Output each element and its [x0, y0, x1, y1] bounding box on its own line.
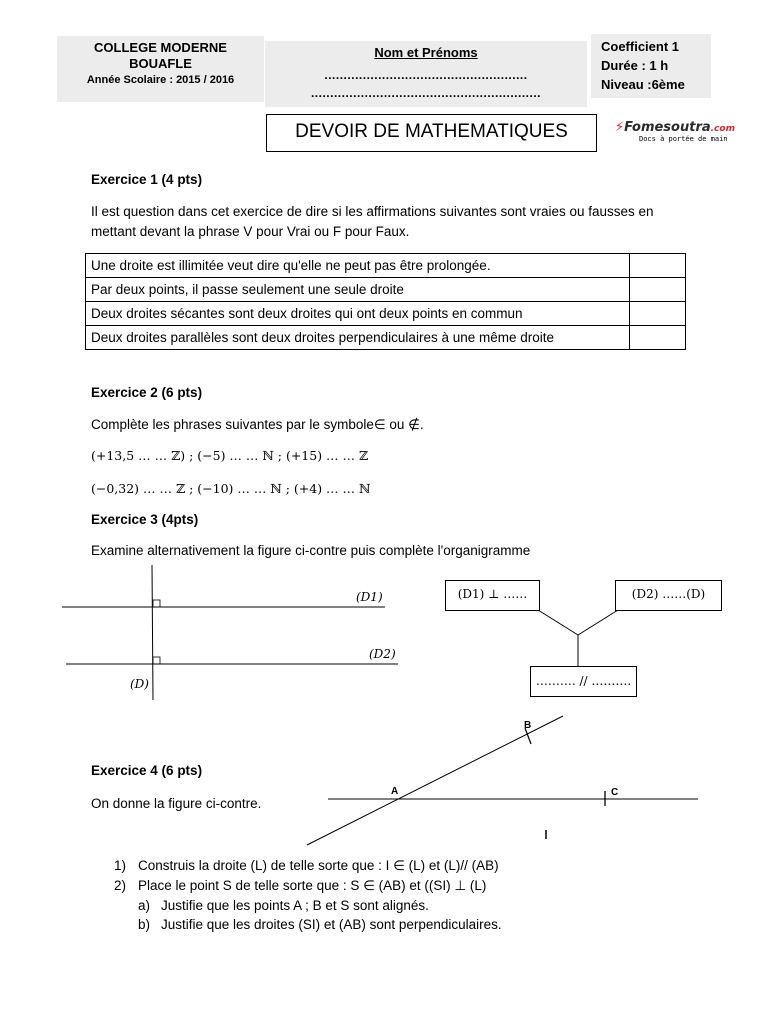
name-dots-line-2[interactable]: ............................................................	[310, 86, 542, 100]
level: Niveau :6ème	[601, 77, 685, 92]
exercise-3-instructions: Examine alternativement la figure ci-contre puis complète l'organigramme	[91, 543, 531, 558]
affirmation-text: Une droite est illimitée veut dire qu'elle ne peut pas être prolongée.	[86, 254, 630, 278]
logo-brand: Fomesoutra	[624, 120, 711, 135]
exercise-2-line-1: (+13,5 … … ℤ) ; (−5) … … ℕ ; (+15) … … ℤ	[91, 448, 369, 463]
right-angle-mark	[153, 657, 160, 664]
organigram-box-d1[interactable]: (D1) ⊥ ……	[445, 580, 540, 611]
question-2-text: Place le point S de telle sorte que : S ∈ (AB) et ((SI) ⊥ (L)	[138, 878, 487, 893]
question-2b-text: Justifie que les droites (SI) et (AB) sont perpendiculaires.	[161, 917, 502, 932]
exercise-2-title: Exercice 2 (6 pts)	[91, 385, 203, 400]
question-2a-number: a)	[138, 898, 151, 913]
affirmation-text: Par deux points, il passe seulement une seule droite	[86, 278, 630, 302]
question-1-text: Construis la droite (L) de telle sorte que : I ∈ (L) et (L)// (AB)	[138, 858, 499, 873]
right-angle-mark	[153, 600, 160, 607]
coefficient: Coefficient 1	[601, 39, 680, 54]
question-2b-number: b)	[138, 917, 151, 932]
line-d	[152, 565, 153, 700]
school-year: Année Scolaire : 2015 / 2016	[86, 74, 235, 86]
point-a-label: A	[391, 786, 399, 797]
logo-tagline: Docs à portée de main	[639, 135, 728, 143]
question-2a-text: Justifie que les points A ; B et S sont alignés.	[161, 898, 429, 913]
exercise-2-instructions: Complète les phrases suivantes par le symbole∈ ou ∉.	[91, 417, 424, 432]
name-dots-line-1[interactable]: .....................................................	[324, 68, 528, 82]
label-d1: (D1)	[356, 590, 383, 604]
logo-suffix: .com	[710, 124, 735, 134]
line-ab	[307, 716, 563, 845]
exercise-2-line-2: (−0,32) … … ℤ ; (−10) … … ℕ ; (+4) … … ℕ	[91, 481, 371, 496]
exercise-3-title: Exercice 3 (4pts)	[91, 512, 199, 527]
connector-line	[538, 610, 578, 635]
name-label: Nom et Prénoms	[374, 45, 478, 60]
lightning-icon: ⚡	[615, 120, 625, 135]
connector-line	[578, 610, 618, 635]
organigram-box-d2[interactable]: (D2) ……(D)	[615, 580, 722, 611]
label-d2: (D2)	[369, 647, 396, 661]
question-2-number: 2)	[114, 878, 127, 893]
point-c-label: C	[611, 787, 619, 798]
exercise-4-instructions: On donne la figure ci-contre.	[91, 796, 262, 811]
label-d: (D)	[130, 677, 149, 691]
duration: Durée : 1 h	[601, 58, 669, 73]
affirmation-text: Deux droites sécantes sont deux droites qui ont deux points en commun	[86, 302, 630, 326]
exercise-1-instructions: Il est question dans cet exercice de dire si les affirmations suivantes sont vraies ou fausses en mettant devant la phrase V pour Vrai ou F pour Faux.	[91, 204, 654, 239]
affirmation-text: Deux droites parallèles sont deux droites perpendiculaires à une même droite	[86, 326, 630, 350]
exercise-1-title: Exercice 1 (4 pts)	[91, 172, 203, 187]
point-b-label: B	[524, 720, 532, 731]
exercise-4-title: Exercice 4 (6 pts)	[91, 763, 203, 778]
school-name-line1: COLLEGE MODERNE	[94, 40, 227, 55]
school-name-line2: BOUAFLE	[129, 56, 192, 71]
point-i-label	[544, 827, 547, 838]
page-title: DEVOIR DE MATHEMATIQUES	[266, 114, 597, 152]
organigram-box-result[interactable]: ………. // ……….	[530, 666, 637, 697]
question-1-number: 1)	[114, 858, 127, 873]
